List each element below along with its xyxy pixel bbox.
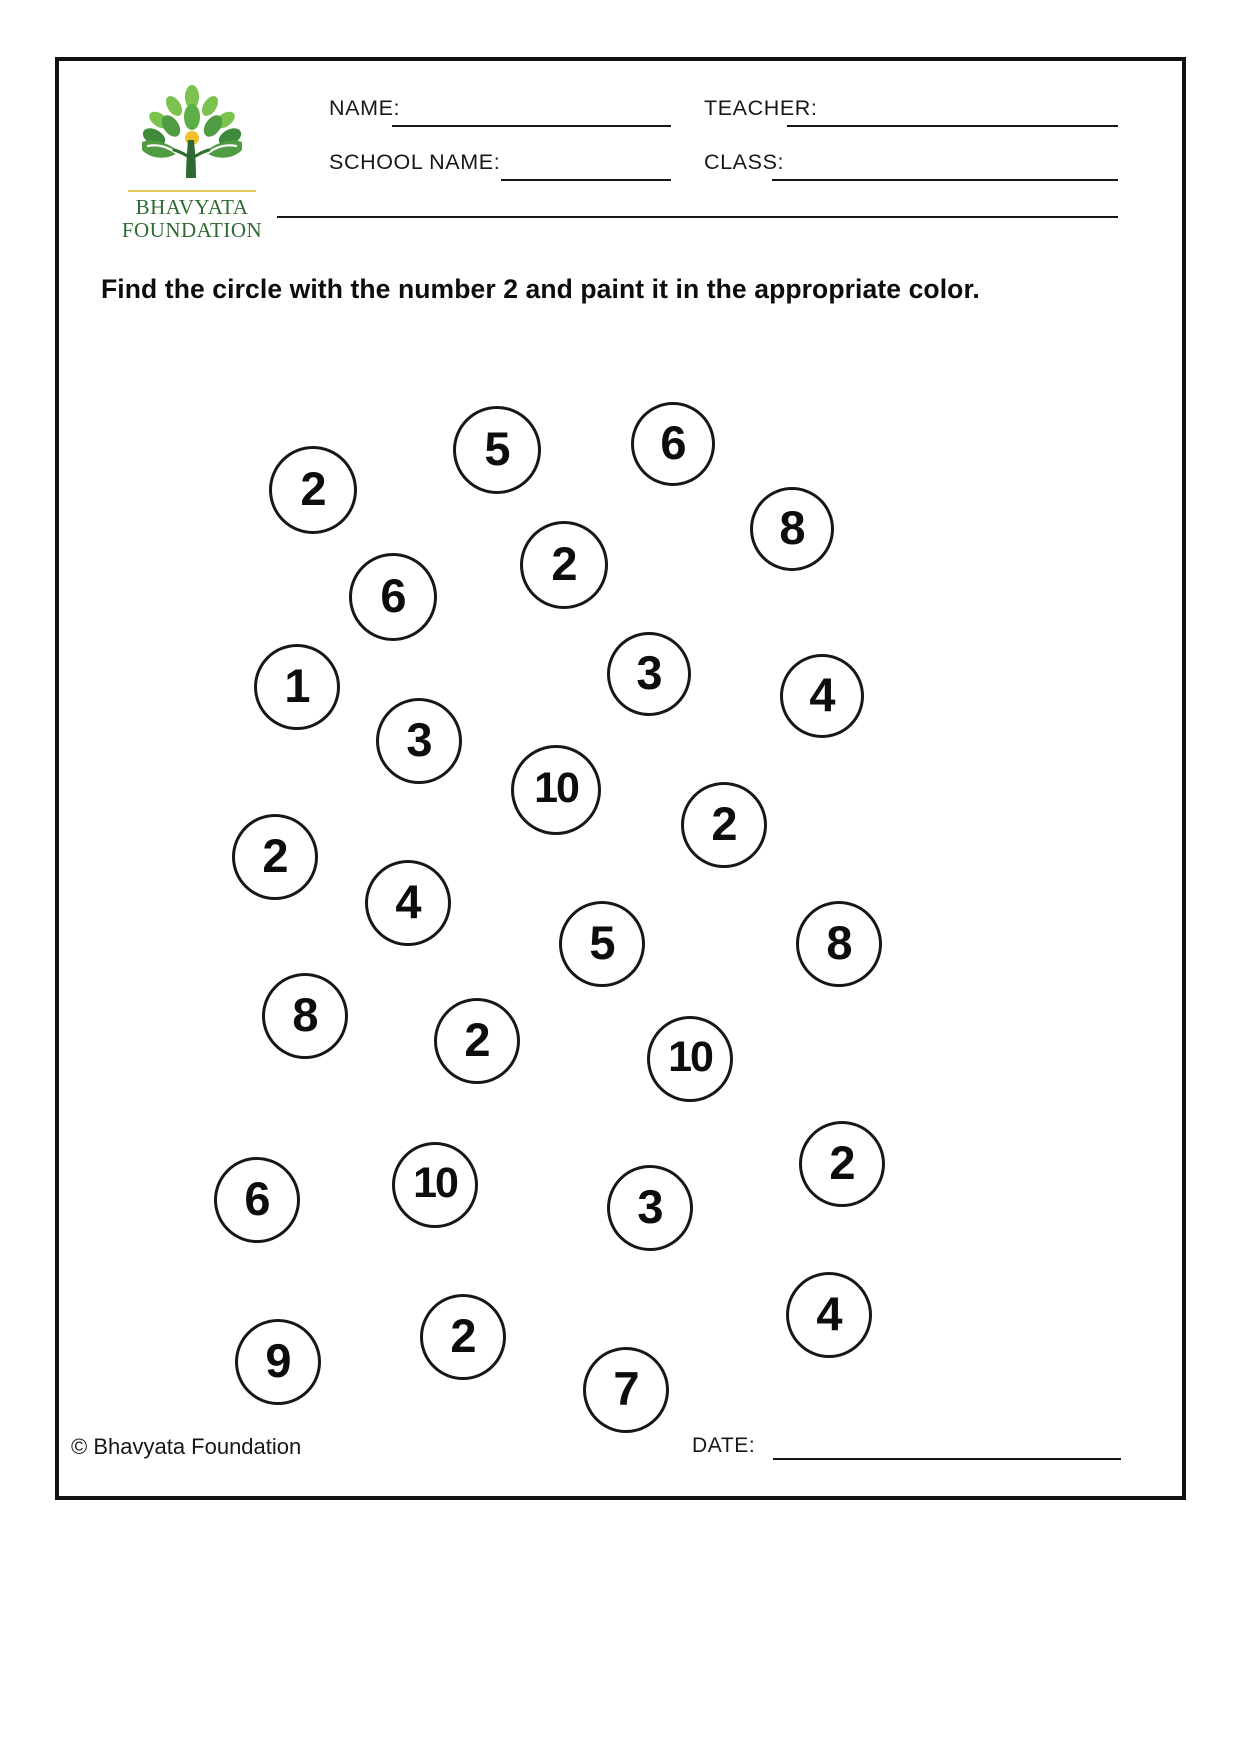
number-circle[interactable]: 5 [559,901,645,987]
number-circle[interactable]: 10 [511,745,601,835]
number-circle[interactable]: 2 [520,521,608,609]
number-circle[interactable]: 6 [349,553,437,641]
circle-field [59,61,1190,1504]
logo-name-line2: FOUNDATION [121,217,263,242]
number-circle[interactable]: 9 [235,1319,321,1405]
number-circle[interactable]: 4 [780,654,864,738]
number-circle[interactable]: 4 [786,1272,872,1358]
number-circle[interactable]: 3 [607,1165,693,1251]
number-circle[interactable]: 8 [750,487,834,571]
number-circle[interactable]: 8 [796,901,882,987]
worksheet-frame [55,57,1186,1500]
name-label: NAME: [329,96,401,120]
school-name-label: SCHOOL NAME: [329,150,501,174]
number-circle[interactable]: 5 [453,406,541,494]
number-circle[interactable]: 1 [254,644,340,730]
teacher-label: TEACHER: [704,96,818,120]
number-circle[interactable]: 2 [420,1294,506,1380]
date-input-line[interactable] [773,1458,1121,1460]
number-circle[interactable]: 2 [434,998,520,1084]
worksheet-footer [59,1386,1190,1496]
number-circle[interactable]: 6 [214,1157,300,1243]
number-circle[interactable]: 7 [583,1347,669,1433]
date-label: DATE: [692,1434,756,1457]
number-circle[interactable]: 2 [681,782,767,868]
number-circle[interactable]: 2 [799,1121,885,1207]
number-circle[interactable]: 10 [392,1142,478,1228]
copyright-text: © Bhavyata Foundation [71,1434,302,1459]
logo-name-line1: BHAVYATA [135,195,249,219]
number-circle[interactable]: 8 [262,973,348,1059]
number-circle[interactable]: 2 [232,814,318,900]
number-circle[interactable]: 6 [631,402,715,486]
number-circle[interactable]: 3 [607,632,691,716]
class-label: CLASS: [704,150,785,174]
number-circle[interactable]: 4 [365,860,451,946]
number-circle[interactable]: 3 [376,698,462,784]
instruction-text: Find the circle with the number 2 and paint it in the appropriate color. [101,274,980,304]
number-circle[interactable]: 10 [647,1016,733,1102]
number-circle[interactable]: 2 [269,446,357,534]
